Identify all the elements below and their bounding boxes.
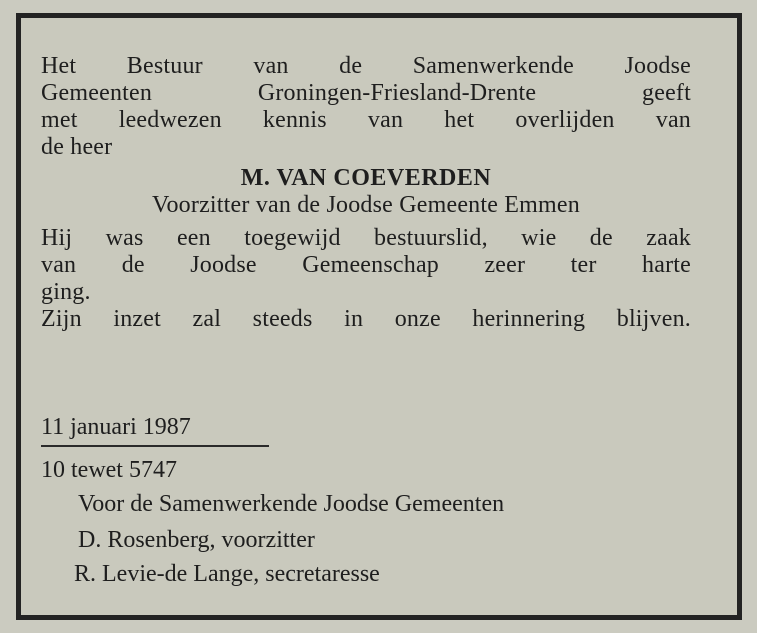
tribute-line: ging. xyxy=(41,279,91,305)
signature-organization: Voor de Samenwerkende Joodse Gemeenten xyxy=(78,491,505,517)
date-divider xyxy=(41,445,269,447)
signature-secretary: R. Levie-de Lange, secretaresse xyxy=(74,561,380,587)
intro-line: de heer xyxy=(41,134,113,160)
intro-line: Het Bestuur van de Samenwerkende Joodse xyxy=(41,53,691,79)
signature-chairman: D. Rosenberg, voorzitter xyxy=(78,527,315,553)
notice-body xyxy=(41,53,691,333)
deceased-role: Voorzitter van de Joodse Gemeente Emmen xyxy=(152,192,580,218)
closing-line: Zijn inzet zal steeds in onze herinnering blijven. xyxy=(41,306,691,332)
tribute-paragraph xyxy=(41,225,691,306)
tribute-line: Hij was een toegewijd bestuurslid, wie de zaak xyxy=(41,225,691,251)
notice-date: 11 januari 1987 xyxy=(41,414,191,440)
intro-line: met leedwezen kennis van het overlijden van xyxy=(41,107,691,133)
hebrew-date: 10 tewet 5747 xyxy=(41,457,177,483)
intro-paragraph xyxy=(41,53,691,161)
tribute-line: van de Joodse Gemeenschap zeer ter harte xyxy=(41,252,691,278)
closing-paragraph xyxy=(41,306,691,333)
intro-line: Gemeenten Groningen-Friesland-Drente geeft xyxy=(41,80,691,106)
deceased-name: M. VAN COEVERDEN xyxy=(240,165,492,191)
